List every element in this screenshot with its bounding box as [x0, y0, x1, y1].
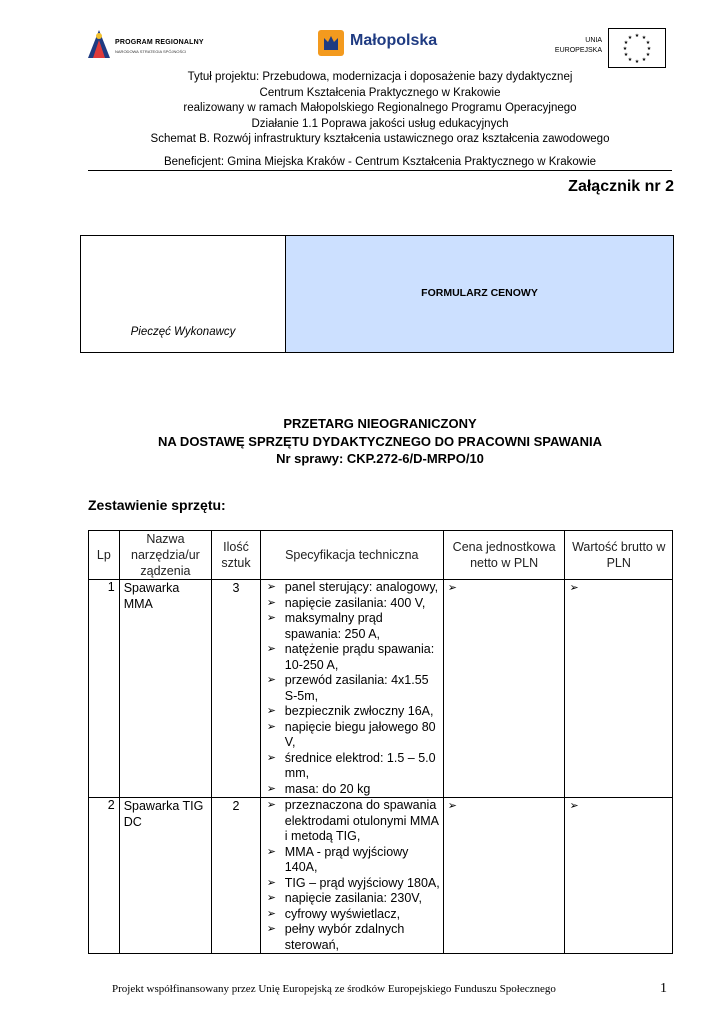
- form-title-cell: [286, 236, 673, 352]
- spec-list: [263, 580, 441, 797]
- equipment-table: [88, 530, 673, 954]
- section-heading: Zestawienie sprzętu:: [88, 497, 226, 513]
- svg-text:★: ★: [622, 46, 628, 52]
- arrow-bullet-icon: ➢: [266, 923, 277, 935]
- arrow-bullet-icon: ➢: [266, 612, 277, 624]
- project-header: [80, 70, 680, 148]
- header-line: Tytuł projektu: Przebudowa, modernizacja i doposażenie bazy dydaktycznej: [187, 71, 573, 83]
- header-divider: [88, 170, 672, 171]
- header-value: Wartość brutto w PLN: [565, 531, 673, 580]
- stamp-cell: [81, 236, 286, 352]
- spec-item: [266, 704, 441, 720]
- eu-flag-icon: [608, 28, 666, 68]
- table-row: [89, 798, 673, 954]
- svg-text:★: ★: [627, 57, 633, 63]
- attachment-label: Załącznik nr 2: [568, 178, 674, 195]
- stamp-label: Pieczęć Wykonawcy: [130, 326, 236, 338]
- header-line: Centrum Kształcenia Praktycznego w Krakowie: [259, 86, 501, 99]
- ue-line2: EUROPEJSKA: [554, 47, 602, 54]
- arrow-bullet-icon: ➢: [266, 674, 277, 686]
- arrow-bullet-icon: ➢: [569, 582, 579, 594]
- spec-item: [266, 906, 441, 923]
- ue-line1: UNIA: [585, 37, 602, 44]
- header-spec: Specyfikacja techniczna: [260, 531, 443, 580]
- header-line: Schemat B. Rozwój infrastruktury kształcenia ustawicznego oraz kształcenia zawodowego: [150, 133, 610, 145]
- spec-text: bezpiecznik zwłoczny 16A,: [284, 704, 434, 718]
- form-title: FORMULARZ CENOWY: [421, 287, 538, 299]
- svg-text:★: ★: [645, 40, 651, 46]
- row-lp: 1: [89, 580, 120, 798]
- svg-text:★: ★: [645, 52, 651, 58]
- tender-title-line2: NA DOSTAWĘ SPRZĘTU DYDAKTYCZNEGO DO PRACOWNI SPAWANIA: [158, 433, 602, 449]
- row-price: [443, 798, 565, 954]
- spec-text: przeznaczona do spawania elektrodami otulonymi MMA i metodą TIG,: [284, 798, 439, 843]
- spec-text: cyfrowy wyświetlacz,: [284, 906, 401, 921]
- malopolska-logo: [318, 28, 448, 62]
- svg-text:★: ★: [646, 46, 652, 52]
- malopolska-emblem-icon: [318, 30, 344, 56]
- arrow-bullet-icon: ➢: [266, 876, 277, 889]
- spec-item: [266, 891, 441, 907]
- malopolska-name: Małopolska: [350, 32, 438, 49]
- header-name: Nazwa narzędzia/ur ządzenia: [119, 531, 212, 580]
- spec-text: napięcie zasilania: 400 V,: [284, 595, 426, 610]
- table-body: [89, 580, 673, 954]
- arrow-bullet-icon: ➢: [266, 720, 277, 733]
- spec-text: napięcie biegu jałowego 80 V,: [284, 719, 436, 749]
- spec-list: [263, 798, 441, 953]
- row-qty: 3: [212, 580, 261, 798]
- svg-text:★: ★: [627, 35, 633, 41]
- row-name: Spawarka TIG DC: [119, 798, 212, 954]
- spec-item: [266, 875, 441, 892]
- header-line: realizowany w ramach Małopolskiego Regionalnego Programu Operacyjnego: [183, 102, 577, 114]
- spec-item: [266, 781, 441, 798]
- spec-item: [266, 595, 441, 612]
- spec-text: przewód zasilania: 4x1.55 S-5m,: [284, 673, 429, 703]
- spec-item: [266, 798, 441, 845]
- svg-text:★: ★: [623, 52, 629, 58]
- arrow-bullet-icon: ➢: [266, 581, 277, 593]
- beneficiary-line: Beneficjent: Gmina Miejska Kraków - Centrum Kształcenia Praktycznego w Krakowie: [163, 156, 597, 168]
- form-header-box: [80, 235, 674, 353]
- spec-item: [266, 580, 441, 596]
- unia-europejska-logo: [538, 24, 674, 70]
- spec-item: [266, 719, 441, 751]
- row-value: [565, 580, 673, 798]
- spec-text: panel sterujący: analogowy,: [284, 580, 439, 594]
- spec-item: [266, 673, 441, 704]
- row-price: [443, 580, 565, 798]
- logo-left-line1: PROGRAM REGIONALNY: [115, 39, 204, 46]
- header-line: Działanie 1.1 Poprawa jakości usług edukacyjnych: [251, 117, 509, 130]
- arrow-bullet-icon: ➢: [447, 800, 457, 812]
- table-header-row: [89, 531, 673, 580]
- svg-text:★: ★: [634, 33, 640, 39]
- header-qty: Ilość sztuk: [212, 531, 261, 580]
- page-number: 1: [660, 981, 667, 996]
- arrow-bullet-icon: ➢: [447, 582, 457, 594]
- row-spec: [260, 580, 443, 798]
- arrow-bullet-icon: ➢: [266, 751, 277, 764]
- arrow-bullet-icon: ➢: [569, 800, 579, 812]
- svg-text:★: ★: [634, 59, 640, 65]
- spec-text: TIG – prąd wyjściowy 180A,: [284, 875, 440, 890]
- spec-item: [266, 642, 441, 673]
- logos-row: [0, 0, 724, 75]
- svg-text:★: ★: [641, 35, 647, 41]
- svg-text:★: ★: [623, 40, 629, 46]
- spec-item: [266, 844, 441, 876]
- arrow-bullet-icon: ➢: [266, 845, 277, 858]
- tender-title-line1: PRZETARG NIEOGRANICZONY: [283, 416, 477, 431]
- row-spec: [260, 798, 443, 954]
- program-regionalny-logo: [88, 28, 208, 64]
- spec-item: [266, 922, 441, 953]
- arrow-bullet-icon: ➢: [266, 907, 277, 920]
- ue-text: [555, 36, 602, 56]
- logo-left-line2: NARODOWA STRATEGIA SPÓJNOŚCI: [115, 49, 187, 54]
- header-lp: Lp: [89, 531, 120, 580]
- spec-text: średnice elektrod: 1.5 – 5.0 mm,: [284, 750, 436, 780]
- spec-item: [266, 611, 441, 642]
- arrow-bullet-icon: ➢: [266, 782, 277, 795]
- arrow-bullet-icon: ➢: [266, 705, 277, 717]
- table-row: [89, 580, 673, 798]
- arrow-bullet-icon: ➢: [266, 596, 277, 609]
- spec-text: maksymalny prąd spawania: 250 A,: [284, 611, 383, 641]
- row-lp: 2: [89, 798, 120, 954]
- spec-text: MMA - prąd wyjściowy 140A,: [284, 844, 409, 874]
- row-value: [565, 798, 673, 954]
- spec-text: natężenie prądu spawania: 10-250 A,: [284, 642, 435, 672]
- arrow-bullet-icon: ➢: [266, 799, 277, 811]
- arrow-bullet-icon: ➢: [266, 643, 277, 655]
- spec-text: napięcie zasilania: 230V,: [284, 891, 422, 905]
- tender-title: [80, 415, 680, 468]
- arrow-bullet-icon: ➢: [266, 892, 277, 904]
- row-name: Spawarka MMA: [119, 580, 212, 798]
- header-price: Cena jednostkowa netto w PLN: [443, 531, 565, 580]
- spec-text: masa: do 20 kg: [284, 781, 371, 796]
- row-qty: 2: [212, 798, 261, 954]
- spec-item: [266, 750, 441, 782]
- spec-text: pełny wybór zdalnych sterowań,: [284, 922, 405, 952]
- tender-title-line3: Nr sprawy: CKP.272-6/D-MRPO/10: [276, 451, 484, 466]
- footer-text: Projekt współfinansowany przez Unię Europejską ze środków Europejskiego Funduszu Społecznego: [112, 983, 556, 995]
- svg-text:★: ★: [641, 57, 647, 63]
- program-regionalny-icon: [88, 28, 110, 58]
